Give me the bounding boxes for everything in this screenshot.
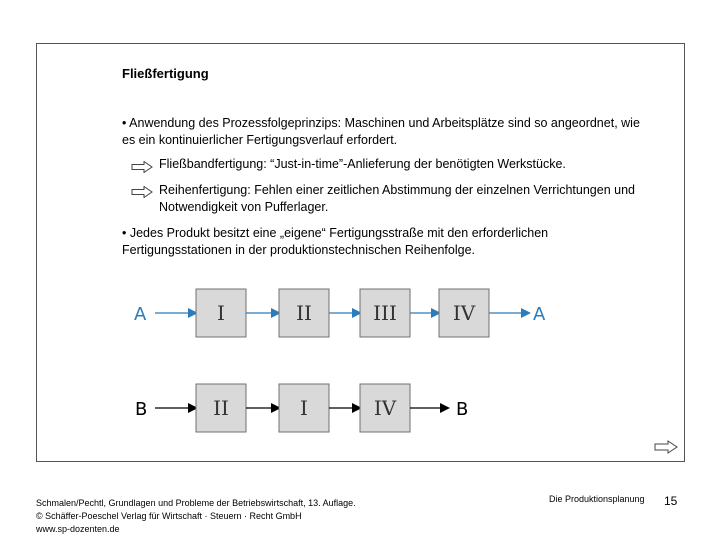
bullet-reihenfertigung: Reihenfertigung: Fehlen einer zeitlichen Abstimmung der einzelnen Verrichtungen und Notwendigkeit von Pufferlager. bbox=[159, 183, 635, 214]
flow-b-station-label: I bbox=[300, 396, 308, 420]
flow-b-start-label: B bbox=[135, 399, 148, 420]
bullet-fliessbandfertigung: Fließbandfertigung: “Just-in-time”-Anlieferung der benötigten Werkstücke. bbox=[159, 157, 566, 171]
flow-a-start-label: A bbox=[134, 304, 147, 325]
page-number: 15 bbox=[664, 494, 678, 508]
flow-b-station-label: IV bbox=[373, 396, 397, 420]
flow-a-end-label: A bbox=[533, 304, 546, 325]
flow-b-station-label: II bbox=[213, 396, 229, 420]
footer-line-publisher: © Schäffer-Poeschel Verlag für Wirtschaft · Steuern · Recht GmbH bbox=[36, 511, 302, 521]
footer-citation bbox=[36, 497, 356, 536]
footer-line-website: www.sp-dozenten.de bbox=[36, 524, 120, 534]
flow-b-end-label: B bbox=[456, 399, 469, 420]
slide-title: Fließfertigung bbox=[122, 66, 209, 81]
paragraph-fertigungsstrasse: • Jedes Produkt besitzt eine „eigene“ Fertigungsstraße mit den erforderlichen Fertigungsstationen in der produktionstechnischen Reihenfolge. bbox=[122, 226, 549, 257]
next-slide-arrow-icon[interactable] bbox=[654, 440, 678, 454]
footer-line-book: Schmalen/Pechtl, Grundlagen und Probleme der Betriebswirtschaft, 13. Auflage. bbox=[36, 498, 356, 508]
flow-a-station-label: II bbox=[296, 301, 312, 325]
paragraph-prozessfolgeprinzip: • Anwendung des Prozessfolgeprinzips: Maschinen und Arbeitsplätze sind so angeordnet, wie es ein kontinuierlicher Fertigungsverlauf erfordert. bbox=[122, 116, 640, 147]
chapter-title: Die Produktionsplanung bbox=[549, 494, 645, 504]
flow-a-station-label: IV bbox=[452, 301, 476, 325]
flow-a-station-label: III bbox=[373, 301, 397, 325]
flow-a-station-label: I bbox=[217, 301, 225, 325]
